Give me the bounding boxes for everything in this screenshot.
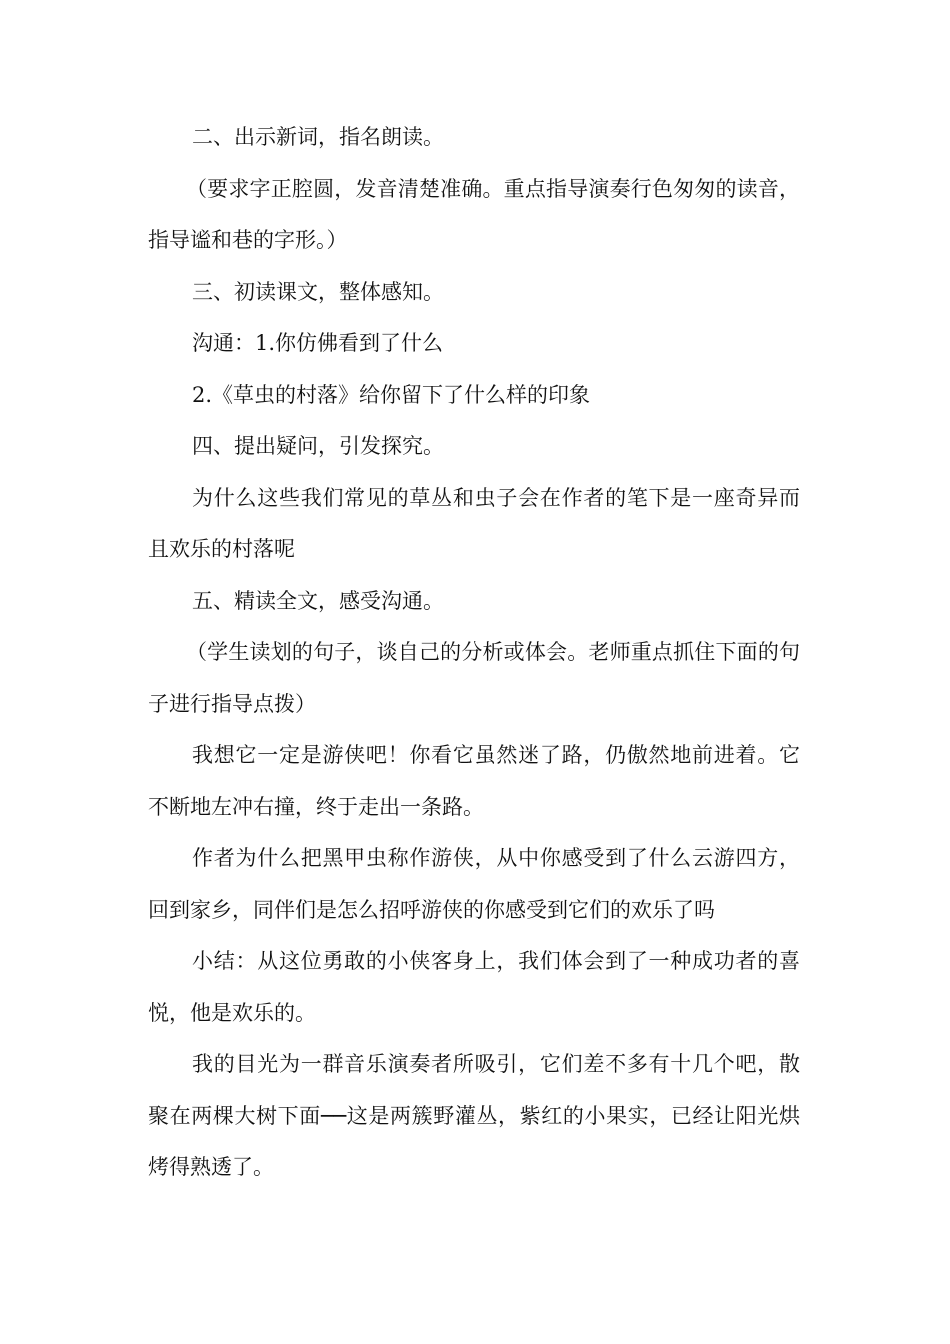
paragraph: （要求字正腔圆，发音清楚准确。重点指导演奏行色匆匆的读音，指导谧和巷的字形。）	[148, 176, 800, 252]
paragraph: 小结：从这位勇敢的小侠客身上，我们体会到了一种成功者的喜悦，他是欢乐的。	[148, 949, 800, 1025]
section-heading: 五、精读全文，感受沟通。	[192, 588, 444, 613]
paragraph: 为什么这些我们常见的草丛和虫子会在作者的笔下是一座奇异而且欢乐的村落呢	[148, 485, 800, 561]
paragraph: 我的目光为一群音乐演奏者所吸引，它们差不多有十几个吧，散聚在两棵大树下面──这是两簇野灌丛，紫红的小果实，已经让阳光烘烤得熟透了。	[148, 1052, 800, 1179]
paragraph: （学生读划的句子，谈自己的分析或体会。老师重点抓住下面的句子进行指导点拨）	[148, 640, 800, 716]
section-heading: 四、提出疑问，引发探究。	[192, 434, 444, 458]
document-body	[148, 112, 800, 1194]
section-heading: 二、出示新词，指名朗读。	[192, 125, 444, 149]
paragraph: 作者为什么把黑甲虫称作游侠，从中你感受到了什么云游四方，回到家乡，同伴们是怎么招呼游侠的你感受到它们的欢乐了吗	[148, 846, 800, 922]
section-heading: 三、初读课文，整体感知。	[192, 279, 444, 304]
paragraph: 我想它一定是游侠吧！你看它虽然迷了路，仍傲然地前进着。它不断地左冲右撞，终于走出一条路。	[148, 743, 800, 819]
paragraph: 2.《草虫的村落》给你留下了什么样的印象	[192, 382, 591, 407]
paragraph: 沟通：1.你仿佛看到了什么	[192, 331, 444, 355]
